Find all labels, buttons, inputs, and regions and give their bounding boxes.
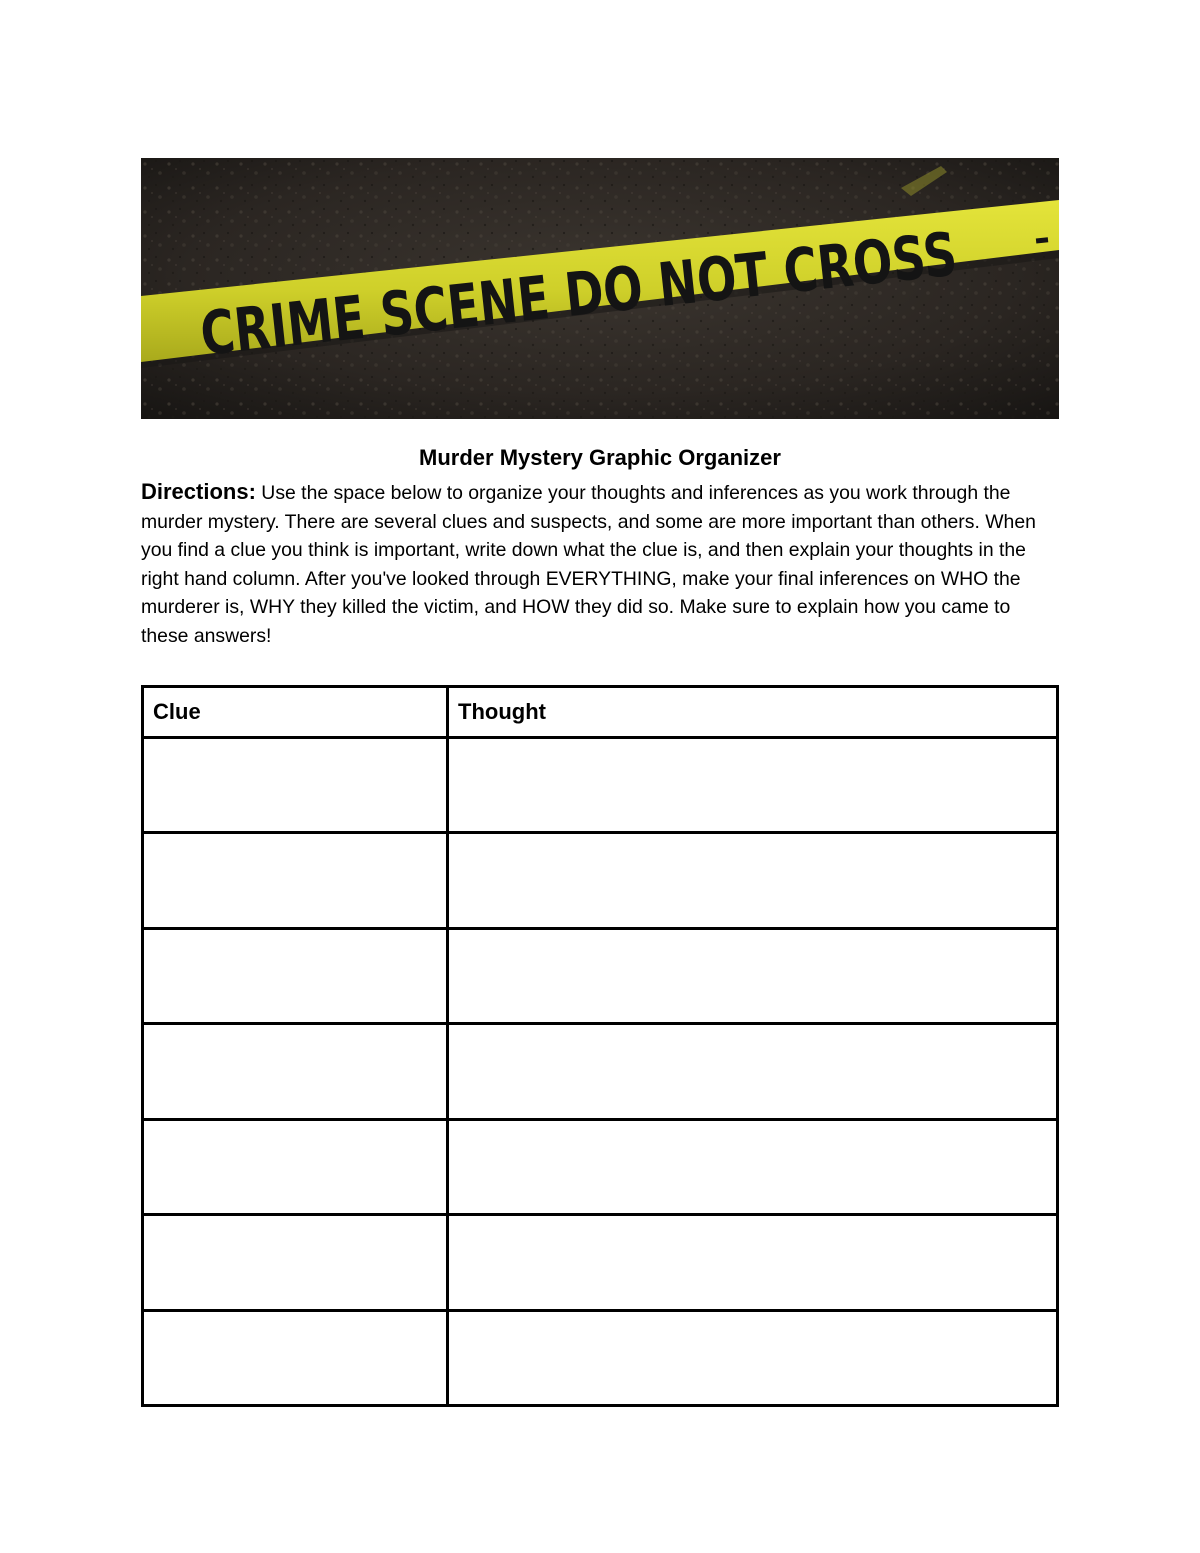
clue-cell[interactable]	[143, 1119, 448, 1214]
clue-column-header: Clue	[143, 687, 448, 738]
directions-paragraph	[141, 478, 1059, 650]
document-title: Murder Mystery Graphic Organizer	[419, 445, 781, 470]
directions-text: Use the space below to organize your thoughts and inferences as you work through the murder mystery. There are several clues and suspects, and some are more important than others. When you find a clue you think is important, write down what the clue is, and then explain your thoughts in the right hand column. After you've looked through EVERYTHING, make your final inferences on WHO the murderer is, WHY they killed the victim, and HOW they did so. Make sure to explain how you came to these answers!	[141, 482, 1036, 647]
thought-column-header: Thought	[448, 687, 1058, 738]
clue-cell[interactable]	[143, 738, 448, 833]
thought-cell[interactable]	[448, 1119, 1058, 1214]
table-row	[143, 738, 1058, 833]
thought-cell[interactable]	[448, 1215, 1058, 1310]
table-row	[143, 1119, 1058, 1214]
thought-cell[interactable]	[448, 1024, 1058, 1119]
clue-cell[interactable]	[143, 928, 448, 1023]
crime-scene-tape-photo	[141, 158, 1184, 419]
table-row	[143, 1215, 1058, 1310]
clue-cell[interactable]	[143, 833, 448, 928]
crime-scene-banner-image	[141, 158, 1184, 419]
table-header-row	[143, 687, 1058, 738]
directions-label: Directions:	[141, 479, 256, 504]
thought-cell[interactable]	[448, 738, 1058, 833]
clue-cell[interactable]	[143, 1024, 448, 1119]
clue-cell[interactable]	[143, 1310, 448, 1405]
thought-cell[interactable]	[448, 833, 1058, 928]
table-row	[143, 833, 1058, 928]
tape-text: CRIME SCENE DO NOT CROSS	[197, 195, 1184, 370]
clue-cell[interactable]	[143, 1215, 448, 1310]
clue-thought-table	[141, 685, 1059, 1407]
table-row	[143, 928, 1058, 1023]
thought-cell[interactable]	[448, 928, 1058, 1023]
table-row	[143, 1024, 1058, 1119]
table-row	[143, 1310, 1058, 1405]
thought-cell[interactable]	[448, 1310, 1058, 1405]
